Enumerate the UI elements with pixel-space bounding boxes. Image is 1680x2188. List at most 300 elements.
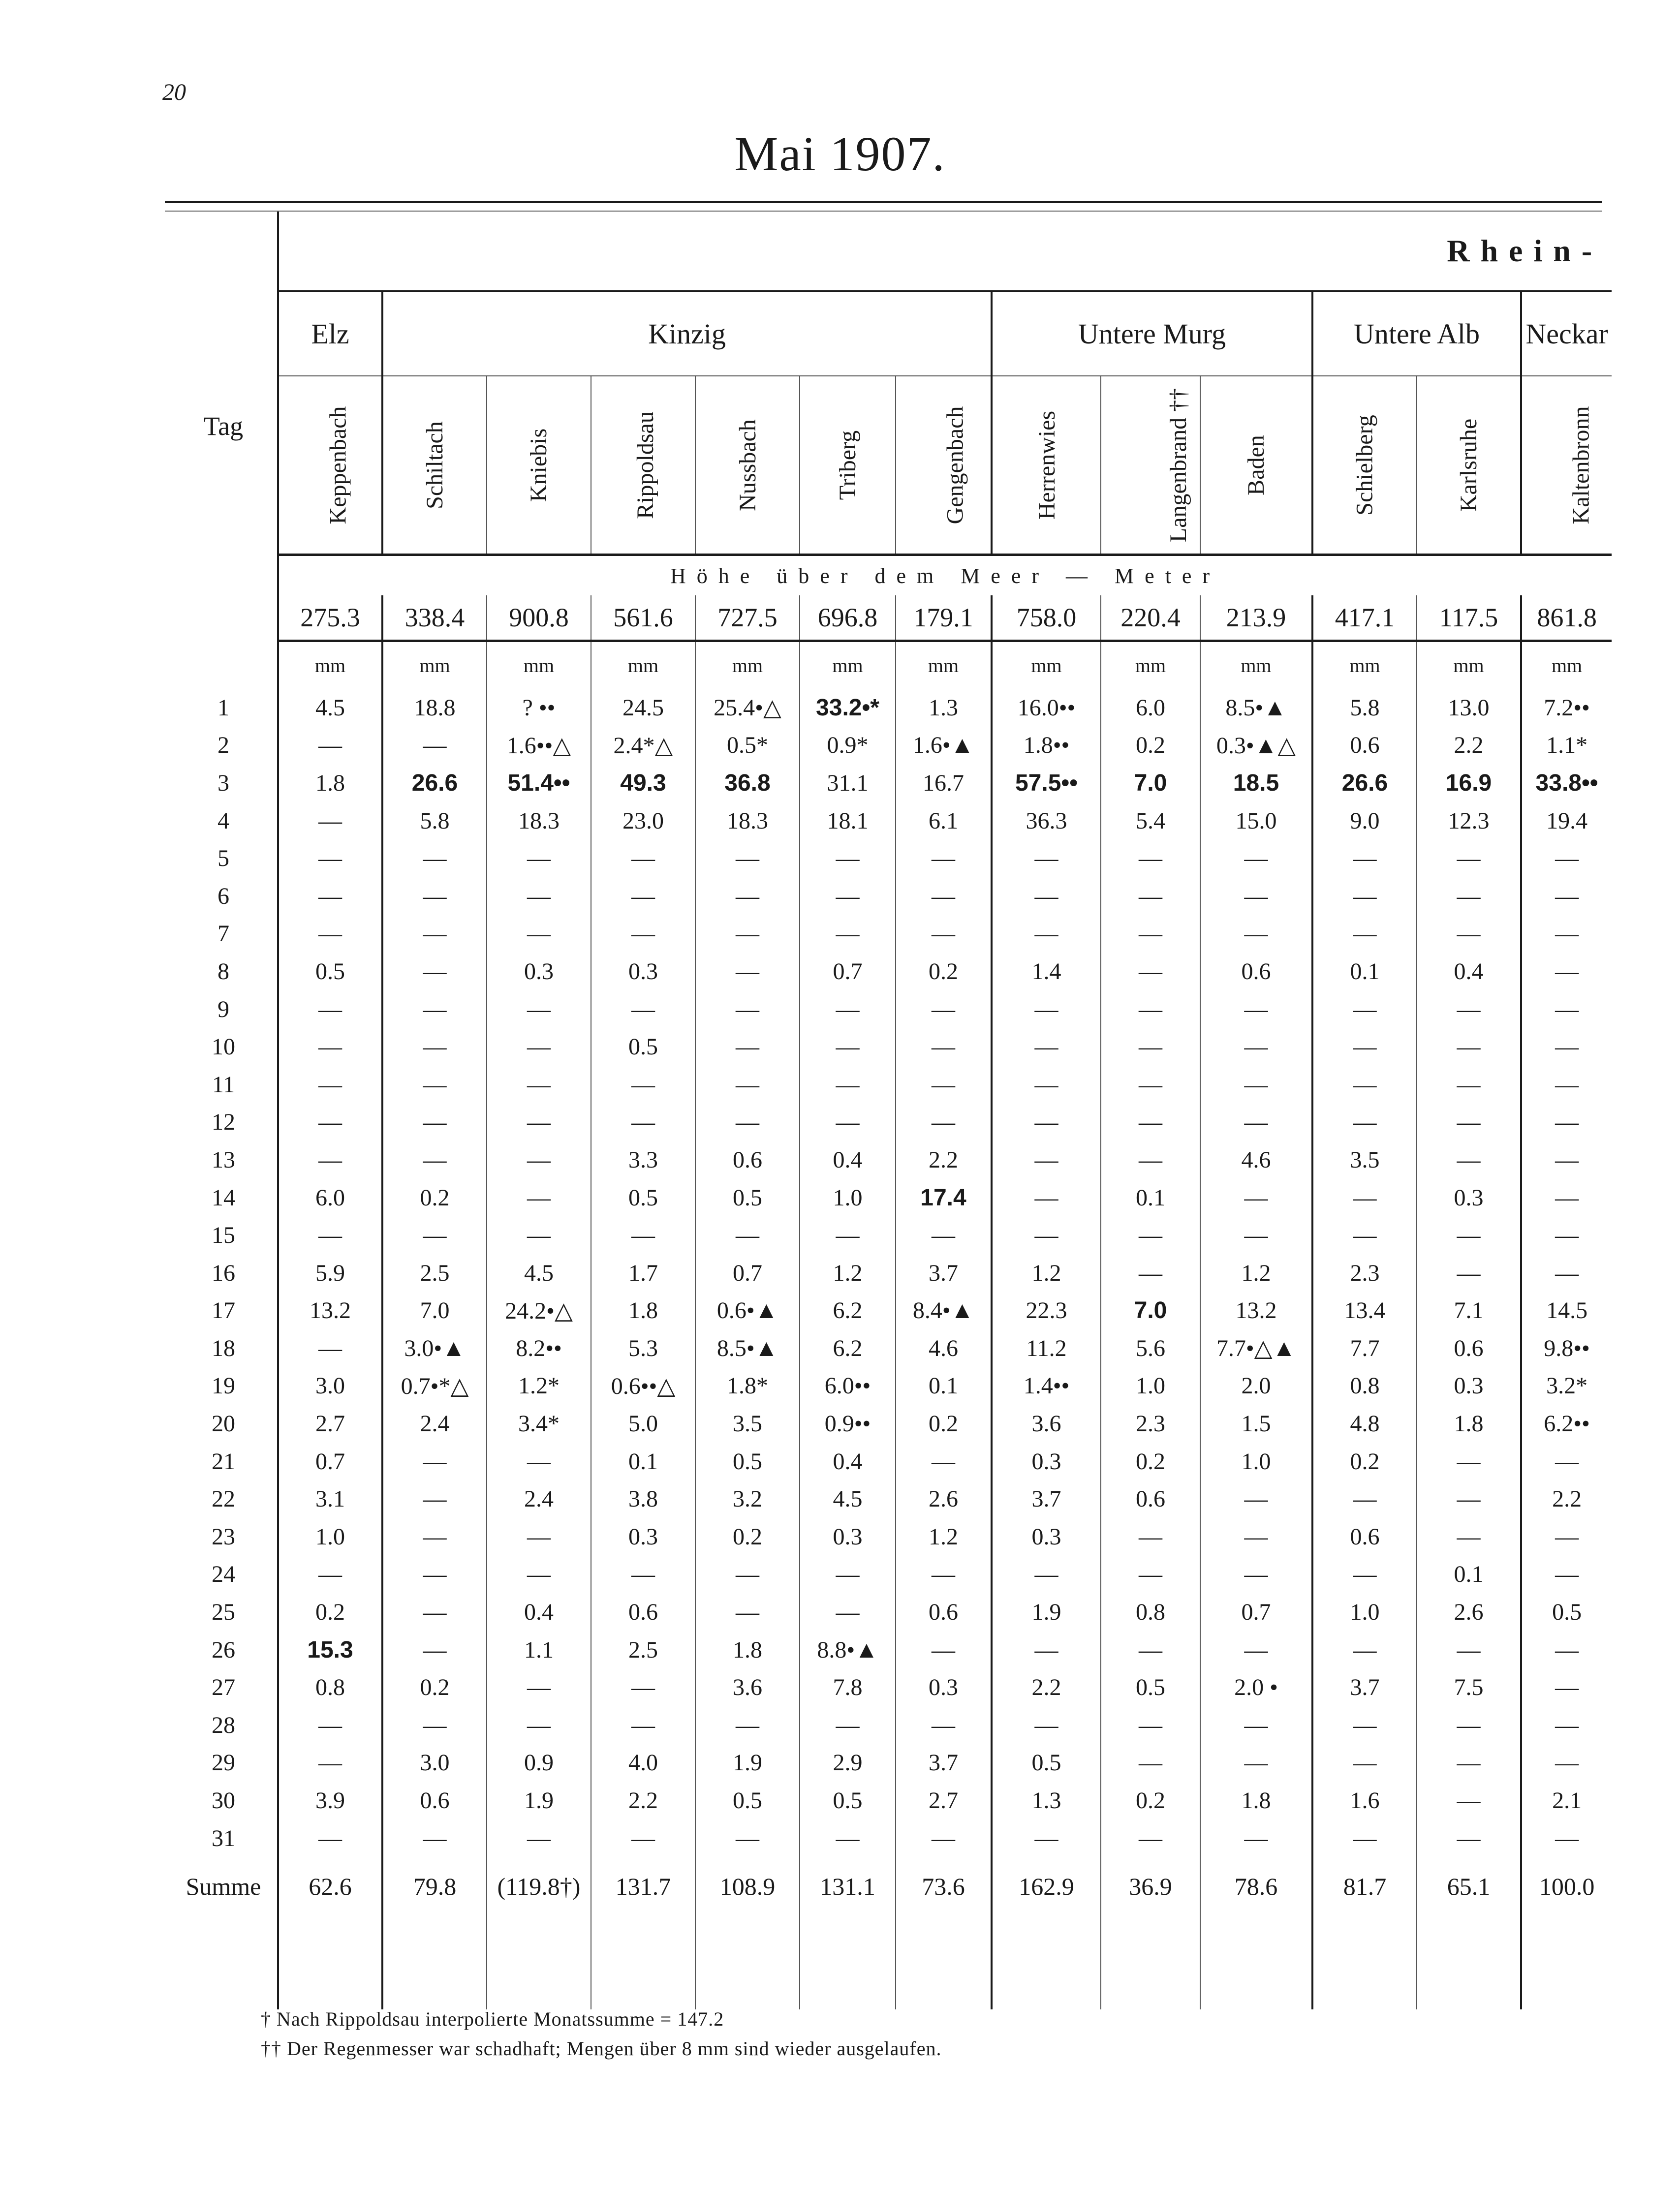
value-cell: —	[1555, 1260, 1579, 1286]
day-cell: 12	[170, 1104, 278, 1141]
station-name: Herrenwies	[1034, 410, 1060, 520]
sum-cell: 131.1	[800, 1857, 896, 1916]
day-cell: 31	[170, 1819, 278, 1857]
value-cell: 1.2*	[487, 1367, 591, 1405]
value-cell: —	[1200, 1179, 1312, 1217]
value-cell: 3.7	[1312, 1668, 1417, 1706]
day-cell: 29	[170, 1744, 278, 1782]
day-cell: 7	[170, 915, 278, 953]
river-untere-alb: Untere Alb	[1312, 291, 1521, 376]
value-cell: 0.3	[487, 953, 591, 990]
value-cell: 15.0	[1200, 802, 1312, 840]
value-cell: —	[1200, 990, 1312, 1028]
value-cell: 0.2	[896, 953, 992, 990]
station-name: Karlsruhe	[1455, 418, 1482, 512]
value-cell: 18.3	[695, 802, 800, 840]
value-cell: 5.8	[382, 802, 487, 840]
value-cell: —	[1417, 1216, 1521, 1254]
value-cell: —	[800, 1819, 896, 1857]
value-cell: 7.0	[1101, 1292, 1200, 1330]
sum-cell: 36.9	[1101, 1857, 1200, 1916]
value-cell: —	[1417, 1104, 1521, 1141]
value-cell: —	[278, 1141, 382, 1179]
value-cell: 33.2•*	[800, 689, 896, 727]
value-cell: 1.4	[992, 953, 1101, 990]
value-cell: —	[487, 1668, 591, 1706]
value-cell: 24.5	[591, 689, 695, 727]
value-cell: 3.5	[1312, 1141, 1417, 1179]
value-cell: 13.0	[1417, 689, 1521, 727]
day-cell: 23	[170, 1518, 278, 1556]
table-row	[170, 1254, 1612, 1292]
value-cell: 26.6	[1312, 764, 1417, 802]
sum-cell: 78.6	[1200, 1857, 1312, 1916]
unit-cell: mm	[1312, 641, 1417, 689]
value-cell: 6.0	[1101, 689, 1200, 727]
sum-cell: 162.9	[992, 1857, 1101, 1916]
filler-cell	[695, 1916, 800, 2009]
value-cell: 2.5	[591, 1631, 695, 1669]
table-row	[170, 1593, 1612, 1631]
value-cell: —	[1200, 1480, 1312, 1518]
value-cell: —	[591, 1668, 695, 1706]
value-cell: 6.1	[896, 802, 992, 840]
value-cell: —	[1101, 839, 1200, 877]
value-cell: —	[1101, 1216, 1200, 1254]
value-cell: 51.4••	[487, 764, 591, 802]
value-cell: —	[591, 990, 695, 1028]
unit-cell: mm	[278, 641, 382, 689]
day-cell: 30	[170, 1782, 278, 1819]
elevation-cell: 696.8	[800, 595, 896, 641]
station-name: Rippoldsau	[632, 411, 658, 519]
value-cell: 0.6	[695, 1141, 800, 1179]
value-cell: —	[800, 1593, 896, 1631]
value-cell: —	[487, 1066, 591, 1104]
day-cell: 21	[170, 1443, 278, 1480]
value-cell: —	[992, 1066, 1101, 1104]
value-cell: 9.8••	[1544, 1335, 1590, 1361]
station-header	[896, 376, 992, 555]
value-cell: 0.2	[382, 1179, 487, 1217]
value-cell: 9.0	[1312, 802, 1417, 840]
value-cell: —	[1555, 1146, 1579, 1173]
value-cell: 13.4	[1312, 1292, 1417, 1330]
value-cell: —	[1101, 1254, 1200, 1292]
value-cell: ? ••	[487, 689, 591, 727]
table-row	[170, 1179, 1612, 1217]
sum-cell: 108.9	[695, 1857, 800, 1916]
day-cell: 26	[170, 1631, 278, 1669]
elevation-cell: 861.8	[1521, 595, 1612, 641]
table-row	[170, 1329, 1612, 1367]
value-cell: —	[1312, 1744, 1417, 1782]
value-cell: 6.2	[800, 1292, 896, 1330]
value-cell: —	[1200, 839, 1312, 877]
value-cell: 2.2	[1417, 727, 1521, 765]
value-cell: —	[278, 1329, 382, 1367]
unit-cell: mm	[591, 641, 695, 689]
value-cell: —	[896, 1216, 992, 1254]
value-cell: 4.8	[1312, 1405, 1417, 1443]
value-cell: —	[1101, 953, 1200, 990]
value-cell: 0.4	[1417, 953, 1521, 990]
value-cell: —	[1555, 845, 1579, 872]
value-cell: —	[278, 1744, 382, 1782]
value-cell: —	[1417, 1631, 1521, 1669]
value-cell: 3.0•▲	[382, 1329, 487, 1367]
value-cell: —	[992, 1706, 1101, 1744]
table-row	[170, 764, 1612, 802]
value-cell: —	[1555, 1071, 1579, 1098]
filler-cell	[382, 1916, 487, 2009]
value-cell: —	[591, 1556, 695, 1594]
day-cell: 19	[170, 1367, 278, 1405]
value-cell: 12.3	[1417, 802, 1521, 840]
value-cell: —	[695, 1706, 800, 1744]
value-cell: 24.2•△	[487, 1292, 591, 1330]
value-cell: 2.1	[1552, 1787, 1582, 1814]
value-cell: —	[591, 1216, 695, 1254]
table-row	[170, 1819, 1612, 1857]
value-cell: 0.5	[1552, 1599, 1582, 1626]
station-header	[591, 376, 695, 555]
value-cell: 1.0	[278, 1518, 382, 1556]
value-cell: 1.3	[992, 1782, 1101, 1819]
value-cell: 1.2	[992, 1254, 1101, 1292]
value-cell: 8.5•▲	[695, 1329, 800, 1367]
value-cell: 3.8	[591, 1480, 695, 1518]
value-cell: —	[896, 1443, 992, 1480]
value-cell: 6.0	[278, 1179, 382, 1217]
value-cell: 5.8	[1312, 689, 1417, 727]
value-cell: 3.2	[695, 1480, 800, 1518]
elevation-cell: 561.6	[591, 595, 695, 641]
value-cell: —	[1101, 1556, 1200, 1594]
value-cell: 1.6••△	[487, 727, 591, 765]
value-cell: 18.5	[1200, 764, 1312, 802]
value-cell: 0.7	[695, 1254, 800, 1292]
value-cell: 15.3	[278, 1631, 382, 1669]
elevation-cell: 900.8	[487, 595, 591, 641]
value-cell: 1.6•▲	[896, 727, 992, 765]
value-cell: —	[382, 1028, 487, 1066]
value-cell: —	[800, 990, 896, 1028]
value-cell: 2.4*△	[591, 727, 695, 765]
value-cell: —	[1312, 1480, 1417, 1518]
value-cell: —	[896, 1066, 992, 1104]
station-header	[382, 376, 487, 555]
value-cell: 0.3	[591, 1518, 695, 1556]
value-cell: 57.5••	[992, 764, 1101, 802]
value-cell: 1.5	[1200, 1405, 1312, 1443]
value-cell: —	[1200, 1556, 1312, 1594]
value-cell: 2.6	[1417, 1593, 1521, 1631]
value-cell: —	[1101, 1518, 1200, 1556]
day-cell: 16	[170, 1254, 278, 1292]
value-cell: 16.0••	[992, 689, 1101, 727]
value-cell: 7.5	[1417, 1668, 1521, 1706]
value-cell: 0.4	[800, 1141, 896, 1179]
value-cell: 0.1	[1312, 953, 1417, 990]
value-cell: 0.6•▲	[695, 1292, 800, 1330]
value-cell: 0.5	[695, 1782, 800, 1819]
table-row	[170, 1706, 1612, 1744]
value-cell: —	[1417, 1518, 1521, 1556]
value-cell: —	[1417, 839, 1521, 877]
value-cell: —	[278, 839, 382, 877]
filler-cell	[1101, 1916, 1200, 2009]
value-cell: 18.1	[800, 802, 896, 840]
value-cell: 4.5	[487, 1254, 591, 1292]
value-cell: —	[487, 1216, 591, 1254]
value-cell: 2.2	[896, 1141, 992, 1179]
day-cell: 8	[170, 953, 278, 990]
value-cell: —	[1312, 1179, 1417, 1217]
value-cell: —	[992, 1179, 1101, 1217]
value-cell: —	[1200, 1518, 1312, 1556]
value-cell: 0.4	[487, 1593, 591, 1631]
value-cell: —	[1312, 1706, 1417, 1744]
value-cell: —	[382, 1518, 487, 1556]
river-untere-murg: Untere Murg	[992, 291, 1312, 376]
day-cell: 24	[170, 1556, 278, 1594]
value-cell: 33.8••	[1535, 770, 1598, 796]
value-cell: —	[1312, 990, 1417, 1028]
value-cell: 3.7	[896, 1744, 992, 1782]
value-cell: —	[1101, 1066, 1200, 1104]
value-cell: 8.8•▲	[800, 1631, 896, 1669]
sum-cell: 73.6	[896, 1857, 992, 1916]
value-cell: 0.1	[1417, 1556, 1521, 1594]
value-cell: 0.5	[1101, 1668, 1200, 1706]
value-cell: 1.9	[992, 1593, 1101, 1631]
day-cell: 1	[170, 689, 278, 727]
value-cell: —	[1417, 1028, 1521, 1066]
value-cell: —	[382, 915, 487, 953]
value-cell: 0.7	[278, 1443, 382, 1480]
station-header	[800, 376, 896, 555]
value-cell: 0.9••	[800, 1405, 896, 1443]
value-cell: 1.1	[487, 1631, 591, 1669]
value-cell: —	[1312, 1819, 1417, 1857]
hoehe-label: Höhe über dem Meer — Meter	[278, 555, 1612, 596]
value-cell: 1.8	[1200, 1782, 1312, 1819]
day-cell: 18	[170, 1329, 278, 1367]
value-cell: 0.9*	[800, 727, 896, 765]
elevation-cell: 220.4	[1101, 595, 1200, 641]
value-cell: 3.6	[695, 1668, 800, 1706]
unit-cell: mm	[1101, 641, 1200, 689]
value-cell: —	[487, 1706, 591, 1744]
unit-cell: mm	[1200, 641, 1312, 689]
station-name: Nussbach	[734, 419, 761, 511]
filler-cell	[896, 1916, 992, 2009]
value-cell: 1.7	[591, 1254, 695, 1292]
day-cell: 9	[170, 990, 278, 1028]
value-cell: 2.9	[800, 1744, 896, 1782]
value-cell: —	[487, 1518, 591, 1556]
value-cell: 0.6	[382, 1782, 487, 1819]
value-cell: —	[695, 1216, 800, 1254]
value-cell: 1.2	[1200, 1254, 1312, 1292]
value-cell: —	[896, 877, 992, 915]
value-cell: 2.2	[591, 1782, 695, 1819]
value-cell: 2.2	[1552, 1486, 1582, 1512]
value-cell: 2.0 •	[1200, 1668, 1312, 1706]
filler-cell	[800, 1916, 896, 2009]
value-cell: 7.1	[1417, 1292, 1521, 1330]
value-cell: —	[1312, 1066, 1417, 1104]
elevation-cell: 275.3	[278, 595, 382, 641]
value-cell: —	[1555, 1523, 1579, 1550]
value-cell: —	[695, 1066, 800, 1104]
sum-cell: 62.6	[278, 1857, 382, 1916]
day-cell: 3	[170, 764, 278, 802]
value-cell: 1.3	[896, 689, 992, 727]
value-cell: 19.4	[1546, 807, 1588, 834]
value-cell: —	[1101, 877, 1200, 915]
table-row	[170, 1631, 1612, 1669]
table-row	[170, 953, 1612, 990]
unit-cell: mm	[896, 641, 992, 689]
filler-cell	[278, 1916, 382, 2009]
value-cell: —	[1200, 1631, 1312, 1669]
value-cell: 18.8	[382, 689, 487, 727]
value-cell: —	[278, 1066, 382, 1104]
value-cell: —	[800, 1706, 896, 1744]
table-row	[170, 1405, 1612, 1443]
value-cell: 0.8	[278, 1668, 382, 1706]
value-cell: 0.3•▲△	[1200, 727, 1312, 765]
value-cell: —	[591, 839, 695, 877]
table-row	[170, 1556, 1612, 1594]
tag-header: Tag	[170, 212, 278, 641]
table-row	[170, 1367, 1612, 1405]
value-cell: 16.7	[896, 764, 992, 802]
value-cell: —	[591, 1819, 695, 1857]
value-cell: —	[992, 1104, 1101, 1141]
value-cell: —	[1555, 1674, 1579, 1701]
value-cell: 0.3	[992, 1518, 1101, 1556]
elevation-cell: 117.5	[1417, 595, 1521, 641]
value-cell: 0.7	[800, 953, 896, 990]
value-cell: 0.1	[591, 1443, 695, 1480]
value-cell: 6.0••	[800, 1367, 896, 1405]
value-cell: —	[695, 1819, 800, 1857]
elevation-cell: 179.1	[896, 595, 992, 641]
value-cell: 1.0	[1312, 1593, 1417, 1631]
value-cell: —	[382, 990, 487, 1028]
value-cell: 11.2	[992, 1329, 1101, 1367]
filler-cell	[1417, 1916, 1521, 2009]
station-name: Gengenbach	[942, 406, 968, 524]
value-cell: 1.9	[695, 1744, 800, 1782]
value-cell: —	[1101, 1744, 1200, 1782]
table-row	[170, 1668, 1612, 1706]
day-cell: 15	[170, 1216, 278, 1254]
value-cell: 1.8	[278, 764, 382, 802]
river-elz: Elz	[278, 291, 382, 376]
value-cell: 3.5	[695, 1405, 800, 1443]
value-cell: 0.1	[896, 1367, 992, 1405]
day-cell: 22	[170, 1480, 278, 1518]
unit-tag-cell	[170, 641, 278, 689]
value-cell: 17.4	[896, 1179, 992, 1217]
value-cell: —	[992, 1216, 1101, 1254]
day-cell: 25	[170, 1593, 278, 1631]
footnote-2: †† Der Regenmesser war schadhaft; Mengen über 8 mm sind wieder ausgelaufen.	[261, 2037, 942, 2060]
station-name: Schiltach	[422, 421, 448, 509]
value-cell: —	[695, 1556, 800, 1594]
unit-cell: mm	[1551, 654, 1583, 677]
value-cell: 2.3	[1312, 1254, 1417, 1292]
value-cell: —	[278, 1706, 382, 1744]
value-cell: —	[278, 1104, 382, 1141]
sum-cell: (119.8†)	[487, 1857, 591, 1916]
value-cell: 13.2	[1200, 1292, 1312, 1330]
value-cell: —	[695, 1028, 800, 1066]
value-cell: 4.0	[591, 1744, 695, 1782]
value-cell: —	[1312, 1028, 1417, 1066]
sum-cell: 100.0	[1539, 1873, 1595, 1901]
value-cell: 0.5	[992, 1744, 1101, 1782]
value-cell: —	[487, 990, 591, 1028]
value-cell: 4.6	[1200, 1141, 1312, 1179]
value-cell: 5.9	[278, 1254, 382, 1292]
value-cell: 0.3	[896, 1668, 992, 1706]
value-cell: 7.2••	[1544, 694, 1590, 721]
value-cell: 3.1	[278, 1480, 382, 1518]
value-cell: —	[992, 1141, 1101, 1179]
summe-label: Summe	[170, 1857, 278, 1916]
top-rule	[165, 201, 1602, 203]
value-cell: —	[382, 877, 487, 915]
value-cell: 0.2	[1101, 727, 1200, 765]
value-cell: —	[896, 990, 992, 1028]
value-cell: —	[800, 1066, 896, 1104]
value-cell: 36.8	[695, 764, 800, 802]
value-cell: —	[896, 1631, 992, 1669]
value-cell: —	[1417, 877, 1521, 915]
value-cell: 3.0	[382, 1744, 487, 1782]
value-cell: —	[1417, 1782, 1521, 1819]
value-cell: 0.2	[278, 1593, 382, 1631]
value-cell: —	[382, 1631, 487, 1669]
value-cell: —	[992, 839, 1101, 877]
value-cell: —	[1417, 915, 1521, 953]
value-cell: —	[992, 1819, 1101, 1857]
station-header	[1417, 376, 1521, 555]
day-cell: 28	[170, 1706, 278, 1744]
value-cell: —	[896, 1819, 992, 1857]
value-cell: —	[278, 915, 382, 953]
value-cell: 7.0	[382, 1292, 487, 1330]
value-cell: —	[800, 1104, 896, 1141]
value-cell: —	[1200, 1066, 1312, 1104]
value-cell: 2.0	[1200, 1367, 1312, 1405]
unit-cell: mm	[1417, 641, 1521, 689]
unit-cell: mm	[382, 641, 487, 689]
elevation-cell: 338.4	[382, 595, 487, 641]
value-cell: 49.3	[591, 764, 695, 802]
day-cell: 2	[170, 727, 278, 765]
station-name: Triberg	[835, 430, 861, 500]
value-cell: —	[1555, 1561, 1579, 1588]
river-kinzig: Kinzig	[382, 291, 992, 376]
day-cell: 4	[170, 802, 278, 840]
value-cell: 3.7	[992, 1480, 1101, 1518]
